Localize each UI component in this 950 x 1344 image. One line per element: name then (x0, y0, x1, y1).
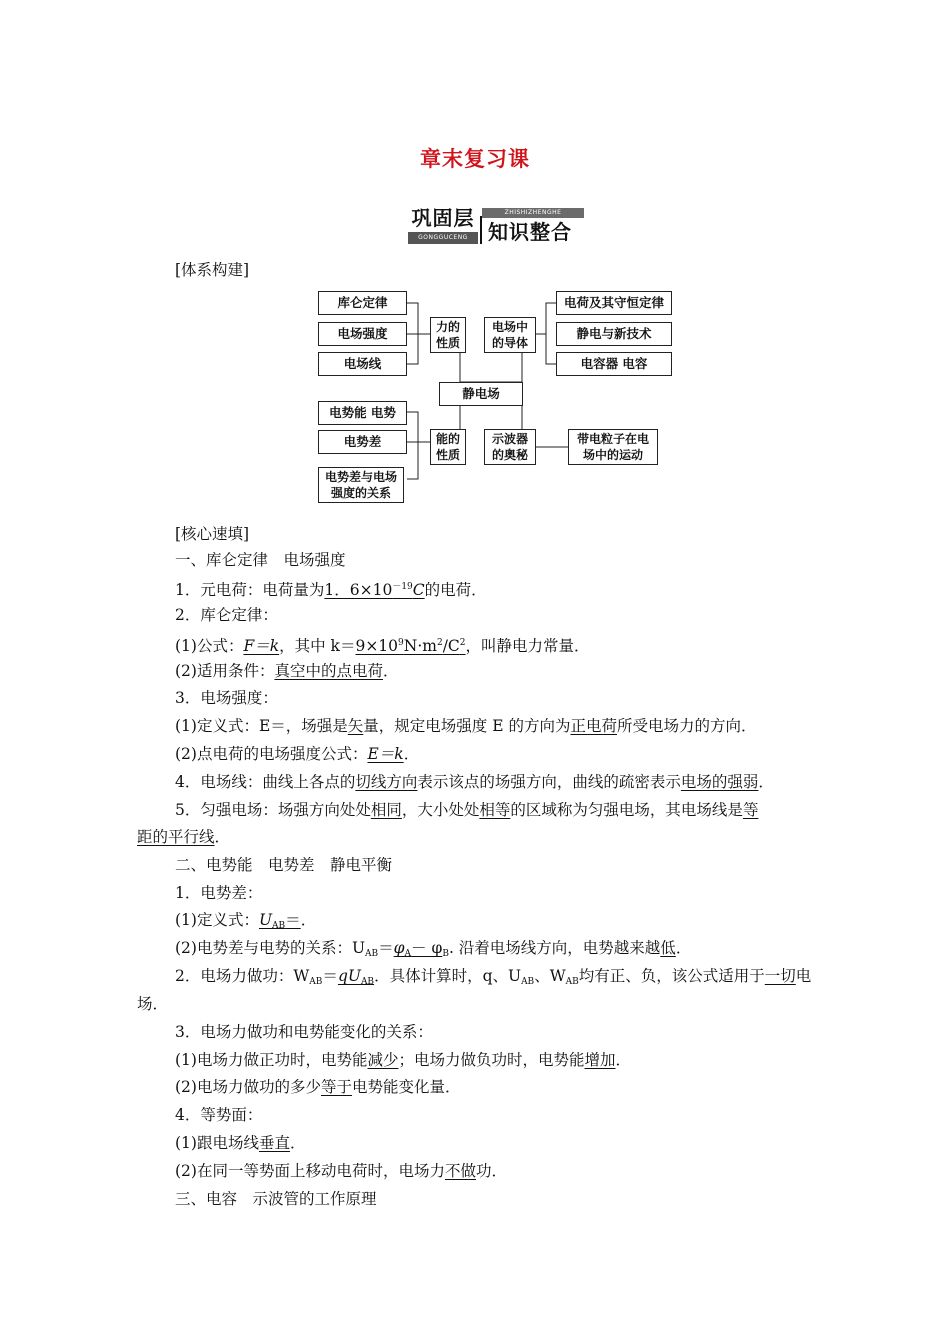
box-potential-field-relation: 电势差与电场 强度的关系 (318, 467, 404, 503)
line-coulomb-law: 2．库仑定律： (175, 606, 278, 624)
line-applicable-conditions: (2)适用条件：真空中的点电荷． (175, 662, 399, 680)
line-elementary-charge: 1．元电荷：电荷量为1．$6\times 10^{-19}C$的电荷． (175, 581, 487, 599)
box-coulomb-law: 库仑定律 (318, 291, 407, 315)
connector-left-bottom (407, 412, 418, 479)
connector-center-bottom (460, 405, 522, 429)
box-charge-conservation: 电荷及其守恒定律 (556, 291, 672, 315)
line-uniform-field-cont: 距的平行线． (137, 828, 231, 846)
box-potential-energy: 电势能 电势 (318, 401, 407, 425)
banner-strip-right: ZHISHIZHENGHE (482, 208, 584, 218)
line-equipotential: 4．等势面： (175, 1106, 263, 1124)
box-oscilloscope: 示波器 的奥秘 (484, 429, 536, 465)
section-system-heading: [体系构建] (175, 261, 250, 279)
connector-right-top (546, 303, 556, 364)
box-capacitor: 电容器 电容 (556, 352, 672, 376)
page-title: 章末复习课 (420, 147, 530, 171)
line-pd-definition: (1)定义式：$U_{AB}=$． (175, 911, 317, 931)
section-core-heading: [核心速填] (175, 525, 250, 543)
banner-left (408, 206, 478, 246)
line-pd-relation: (2)电势差与电势的关系：$U_{AB}=\varphi_A- \varphi_B$. 沿着电场线方向，电势越来越低． (175, 939, 692, 959)
line-equipotential-work: (2)在同一等势面上移动电荷时，电场力不做功． (175, 1162, 507, 1180)
box-force-properties: 力的 性质 (430, 317, 466, 353)
line-field-lines: 4．电场线：曲线上各点的切线方向表示该点的场强方向，曲线的疏密表示电场的强弱． (175, 773, 774, 791)
banner-strip-left: GONGGUCENG (408, 232, 478, 244)
line-point-charge-field: (2)点电荷的电场强度公式：E＝k． (175, 745, 420, 763)
box-energy-properties: 能的 性质 (430, 429, 466, 465)
heading-coulomb: 一、库仑定律 电场强度 (175, 551, 346, 569)
line-work-sign: (1)电场力做正功时，电势能减少；电场力做负功时，电势能增加． (175, 1051, 632, 1069)
line-work-cont: 场． (137, 995, 169, 1013)
box-charged-particle-motion: 带电粒子在电 场中的运动 (568, 429, 658, 465)
concept-map (318, 289, 674, 507)
box-field-lines: 电场线 (318, 352, 407, 376)
box-conductor: 电场中 的导体 (484, 317, 536, 353)
box-electrostatic-field: 静电场 (439, 382, 523, 406)
box-field-strength: 电场强度 (318, 322, 407, 346)
banner-right (482, 206, 584, 246)
banner-main-right: 知识整合 (488, 220, 572, 244)
connector-center-top (460, 352, 522, 382)
line-work-energy-relation: 3．电场力做功和电势能变化的关系： (175, 1023, 433, 1041)
line-field-strength: 3．电场强度： (175, 689, 278, 707)
line-work-amount: (2)电场力做功的多少等于电势能变化量． (175, 1078, 461, 1096)
line-work: 2．电场力做功：$W_{AB}=qU_{AB}$．具体计算时，q、$U_{AB}$、$W_{AB}$均有正、负，该公式适用于一切电 (175, 967, 812, 987)
box-electrostatics-tech: 静电与新技术 (556, 322, 672, 346)
line-coulomb-formula: (1)公式：F＝k，其中 $k=9\times 10^9N\cdot m^2/C^2$，叫静电力常量． (175, 637, 590, 655)
heading-potential: 二、电势能 电势差 静电平衡 (175, 856, 393, 874)
line-potential-difference: 1．电势差： (175, 884, 263, 902)
section-banner (408, 206, 584, 246)
line-uniform-field: 5．匀强电场：场强方向处处相同，大小处处相等的区域称为匀强电场，其电场线是等 (175, 801, 759, 819)
box-potential-difference: 电势差 (318, 430, 407, 454)
heading-capacitance: 三、电容 示波管的工作原理 (175, 1190, 377, 1208)
line-field-definition: (1)定义式：E＝，场强是矢量，规定电场强度 E 的方向为正电荷所受电场力的方向． (175, 717, 757, 735)
banner-main-left: 巩固层 (411, 206, 475, 230)
line-equipotential-perp: (1)跟电场线垂直． (175, 1134, 306, 1152)
